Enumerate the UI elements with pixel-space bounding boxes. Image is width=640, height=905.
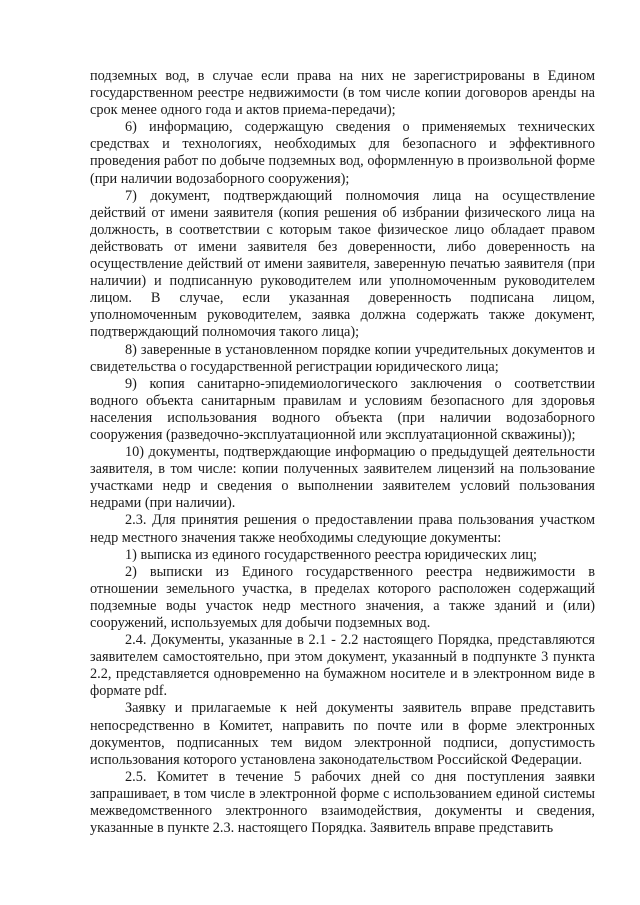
paragraph-11: Заявку и прилагаемые к ней документы заявитель вправе представить непосредственно в Комитет, направить по почте или в форме электронных документов, подписанных тем видом электронной подписи, допустимость использования которого установлена законодательством Российской Федерации.: [90, 700, 595, 768]
document-body: [90, 68, 595, 837]
paragraph-2: 6) информацию, содержащую сведения о применяемых технических средствах и технологиях, необходимых для безопасного и эффективного проведения работ по добыче подземных вод, оформленную в произвольной форме (при наличии водозаборного сооружения);: [90, 119, 595, 187]
paragraph-1: подземных вод, в случае если права на них не зарегистрированы в Едином государственном реестре недвижимости (в том числе копии договоров аренды на срок менее одного года и актов приема-передачи);: [90, 68, 595, 119]
paragraph-5: 9) копия санитарно-эпидемиологического заключения о соответствии водного объекта санитарным правилам и условиям безопасного для здоровья населения использования водного объекта (при наличии водозаборного сооружения (разведочно-эксплуатационной или эксплуатационной скважины));: [90, 375, 595, 443]
paragraph-10: 2.4. Документы, указанные в 2.1 - 2.2 настоящего Порядка, представляются заявителем самостоятельно, при этом документ, указанный в подпункте 3 пункта 2.2, представляется одновременно на бумажном носителе и в электронном виде в формате pdf.: [90, 632, 595, 700]
paragraph-4: 8) заверенные в установленном порядке копии учредительных документов и свидетельства о государственной регистрации юридического лица;: [90, 341, 595, 375]
paragraph-6: 10) документы, подтверждающие информацию о предыдущей деятельности заявителя, в том числе: копии полученных заявителем лицензий на пользование участками недр и сведения о выполнении заявителем условий пользования недрами (при наличии).: [90, 444, 595, 512]
paragraph-9: 2) выписки из Единого государственного реестра недвижимости в отношении земельного участка, в пределах которого расположен содержащий подземные воды участок недр местного значения, а также зданий и (или) сооружений, используемых для добычи подземных вод.: [90, 563, 595, 631]
paragraph-7: 2.3. Для принятия решения о предоставлении права пользования участком недр местного значения также необходимы следующие документы:: [90, 512, 595, 546]
paragraph-8: 1) выписка из единого государственного реестра юридических лиц;: [125, 546, 537, 563]
paragraph-12: 2.5. Комитет в течение 5 рабочих дней со дня поступления заявки запрашивает, в том числе в электронной форме с использованием единой системы межведомственного электронного взаимодействия, документы и сведения, указанные в пункте 2.3. настоящего Порядка. Заявитель вправе представить: [90, 768, 595, 837]
paragraph-3: 7) документ, подтверждающий полномочия лица на осуществление действий от имени заявителя (копия решения об избрании физического лица на должность, в соответствии с которым такое физическое лицо обладает правом действовать от имени заявителя без доверенности, либо доверенность на осуществление действий от имени заявителя, заверенную печатью заявителя (при наличии) и подписанную руководителем или уполномоченным руководителем лицом. В случае, если указанная доверенность подписана лицом, уполномоченным руководителем, заявка должна содержать также документ, подтверждающий полномочия такого лица);: [90, 187, 595, 341]
